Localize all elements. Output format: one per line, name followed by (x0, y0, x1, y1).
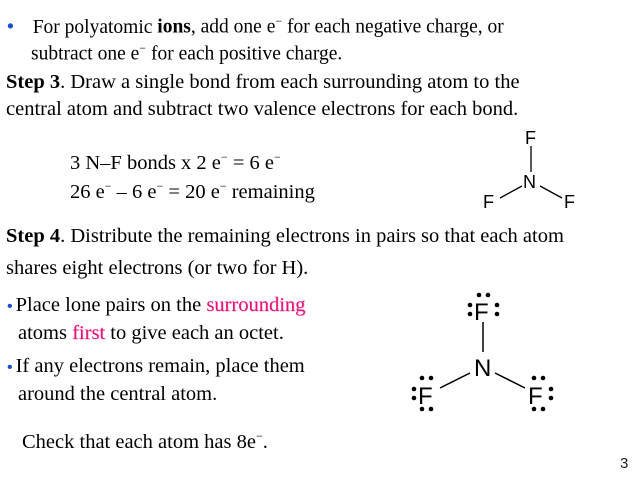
step4-line-1: Step 4. Distribute the remaining electrons in pairs so that each atom (6, 225, 564, 247)
page-number: 3 (620, 455, 629, 472)
calc-line-1: 3 N–F bonds x 2 e− = 6 e− (70, 150, 281, 174)
atom-f-right: F (564, 192, 575, 212)
atom-f-top: F (525, 128, 536, 148)
bullet-dot: • (7, 359, 13, 376)
step4-line-2: shares eight electrons (or two for H). (6, 257, 309, 279)
step3-label: Step 3 (6, 71, 61, 93)
atom-f-right: F (528, 383, 543, 410)
bond-left (440, 373, 470, 388)
atom-n-center: N (474, 355, 492, 382)
atom-f-top: F (474, 299, 489, 326)
step3-line-1: Step 3. Draw a single bond from each surrounding atom to the (6, 71, 520, 93)
atom-n-center: N (523, 172, 536, 192)
bond-right (495, 373, 525, 388)
bond-left (500, 186, 522, 198)
intro-bullet-line-2: subtract one e− for each positive charge. (31, 41, 343, 65)
bond-right (540, 186, 562, 198)
intro-bullet-line-1: • For polyatomic ions, add one e− for each negative charge, or (7, 14, 504, 38)
bullet-item-1-line-1: • Place lone pairs on the surrounding (7, 294, 306, 316)
nf3-lewis-diagram (400, 285, 570, 420)
bullet-item-2-line-2: around the central atom. (18, 383, 218, 405)
bullet-item-1-line-2: atoms first to give each an octet. (18, 322, 284, 344)
bullet-dot: • (7, 15, 14, 38)
atom-f-left: F (483, 192, 494, 212)
step4-label: Step 4 (6, 225, 61, 247)
nf3-skeleton-diagram (470, 120, 590, 215)
check-line: Check that each atom has 8e−. (22, 429, 268, 453)
calc-line-2: 26 e− – 6 e− = 20 e− remaining (70, 179, 315, 203)
bullet-dot: • (7, 298, 13, 315)
atom-f-left: F (418, 383, 433, 410)
bullet-item-2-line-1: • If any electrons remain, place them (7, 355, 305, 377)
step3-line-2: central atom and subtract two valence electrons for each bond. (6, 98, 519, 120)
